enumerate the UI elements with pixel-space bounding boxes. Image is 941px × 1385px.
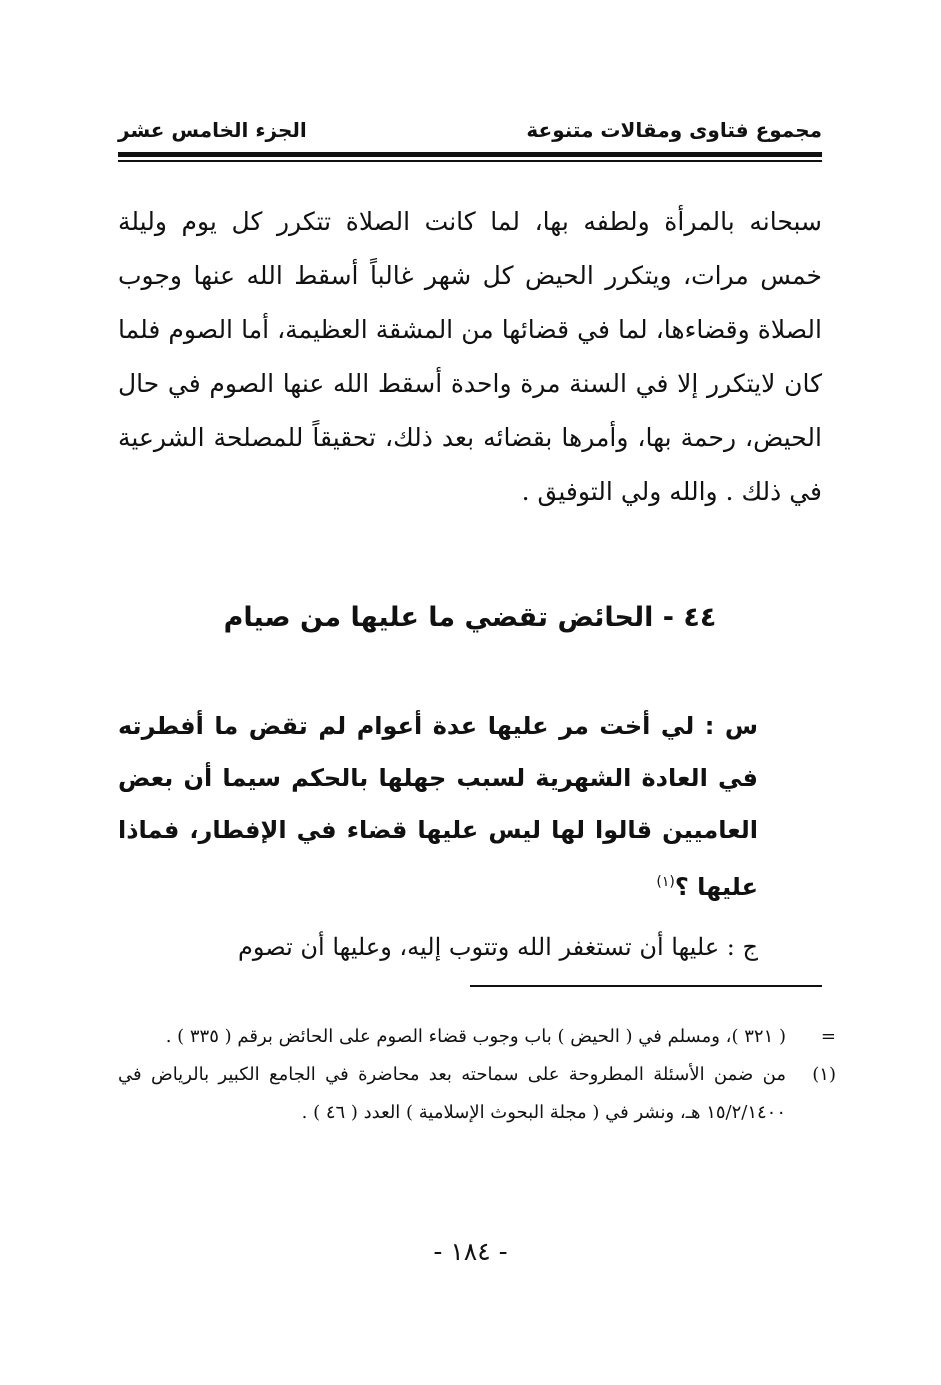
body-paragraph: سبحانه بالمرأة ولطفه بها، لما كانت الصلاة تتكرر كل يوم وليلة خمس مرات، ويتكرر الحيض كل شهر غالباً أسقط الله عنها وجوب الصلاة وقضاءها، لما في قضائها من المشقة العظيمة، أما الصوم فلما كان لايتكرر إلا في السنة مرة واحدة أسقط الله عنها الصوم في حال الحيض، رحمة بها، وأمرها بقضائه بعد ذلك، تحقيقاً للمصلحة الشرعية في ذلك . والله ولي التوفيق . xyxy=(118,207,822,506)
header-rule-thick xyxy=(118,152,822,157)
book-title: مجموع فتاوى ومقالات متنوعة xyxy=(526,118,822,142)
question-body: س : لي أخت مر عليها عدة أعوام لم تقض ما أفطرته في العادة الشهرية لسبب جهلها بالحكم سيما أن بعض العاميين قالوا لها ليس عليها قضاء في الإفطار، فماذا عليها ؟ xyxy=(118,712,758,901)
footnote-1 xyxy=(118,1056,836,1132)
footnote-separator xyxy=(470,985,822,987)
question-answer xyxy=(118,700,758,973)
answer-text: ج : عليها أن تستغفر الله وتتوب إليه، وعليها أن تصوم xyxy=(238,933,758,961)
footnote-text: من ضمن الأسئلة المطروحة على سماحته بعد محاضرة في الجامع الكبير بالرياض في ١٥/٢/١٤٠٠ هـ، ونشر في ( مجلة البحوث الإسلامية ) العدد ( ٤٦ ) . xyxy=(118,1064,786,1123)
footnote-marker: (١) xyxy=(812,1064,836,1085)
page-number: - ١٨٤ - xyxy=(433,1237,508,1266)
body-text xyxy=(118,195,822,519)
footnote-reference: (١) xyxy=(656,874,675,890)
running-header xyxy=(118,112,822,152)
header-rule-thin xyxy=(118,160,822,162)
section-title: ٤٤ - الحائض تقضي ما عليها من صيام xyxy=(223,602,717,633)
footnote-marker: = xyxy=(820,1026,836,1047)
footnote-text: ( ٣٢١ )، ومسلم في ( الحيض ) باب وجوب قضاء الصوم على الحائض برقم ( ٣٣٥ ) . xyxy=(165,1026,786,1047)
volume-label: الجزء الخامس عشر xyxy=(118,118,307,142)
question-text xyxy=(118,700,758,913)
footnotes xyxy=(118,1018,836,1132)
footnote-continued xyxy=(118,1018,836,1056)
